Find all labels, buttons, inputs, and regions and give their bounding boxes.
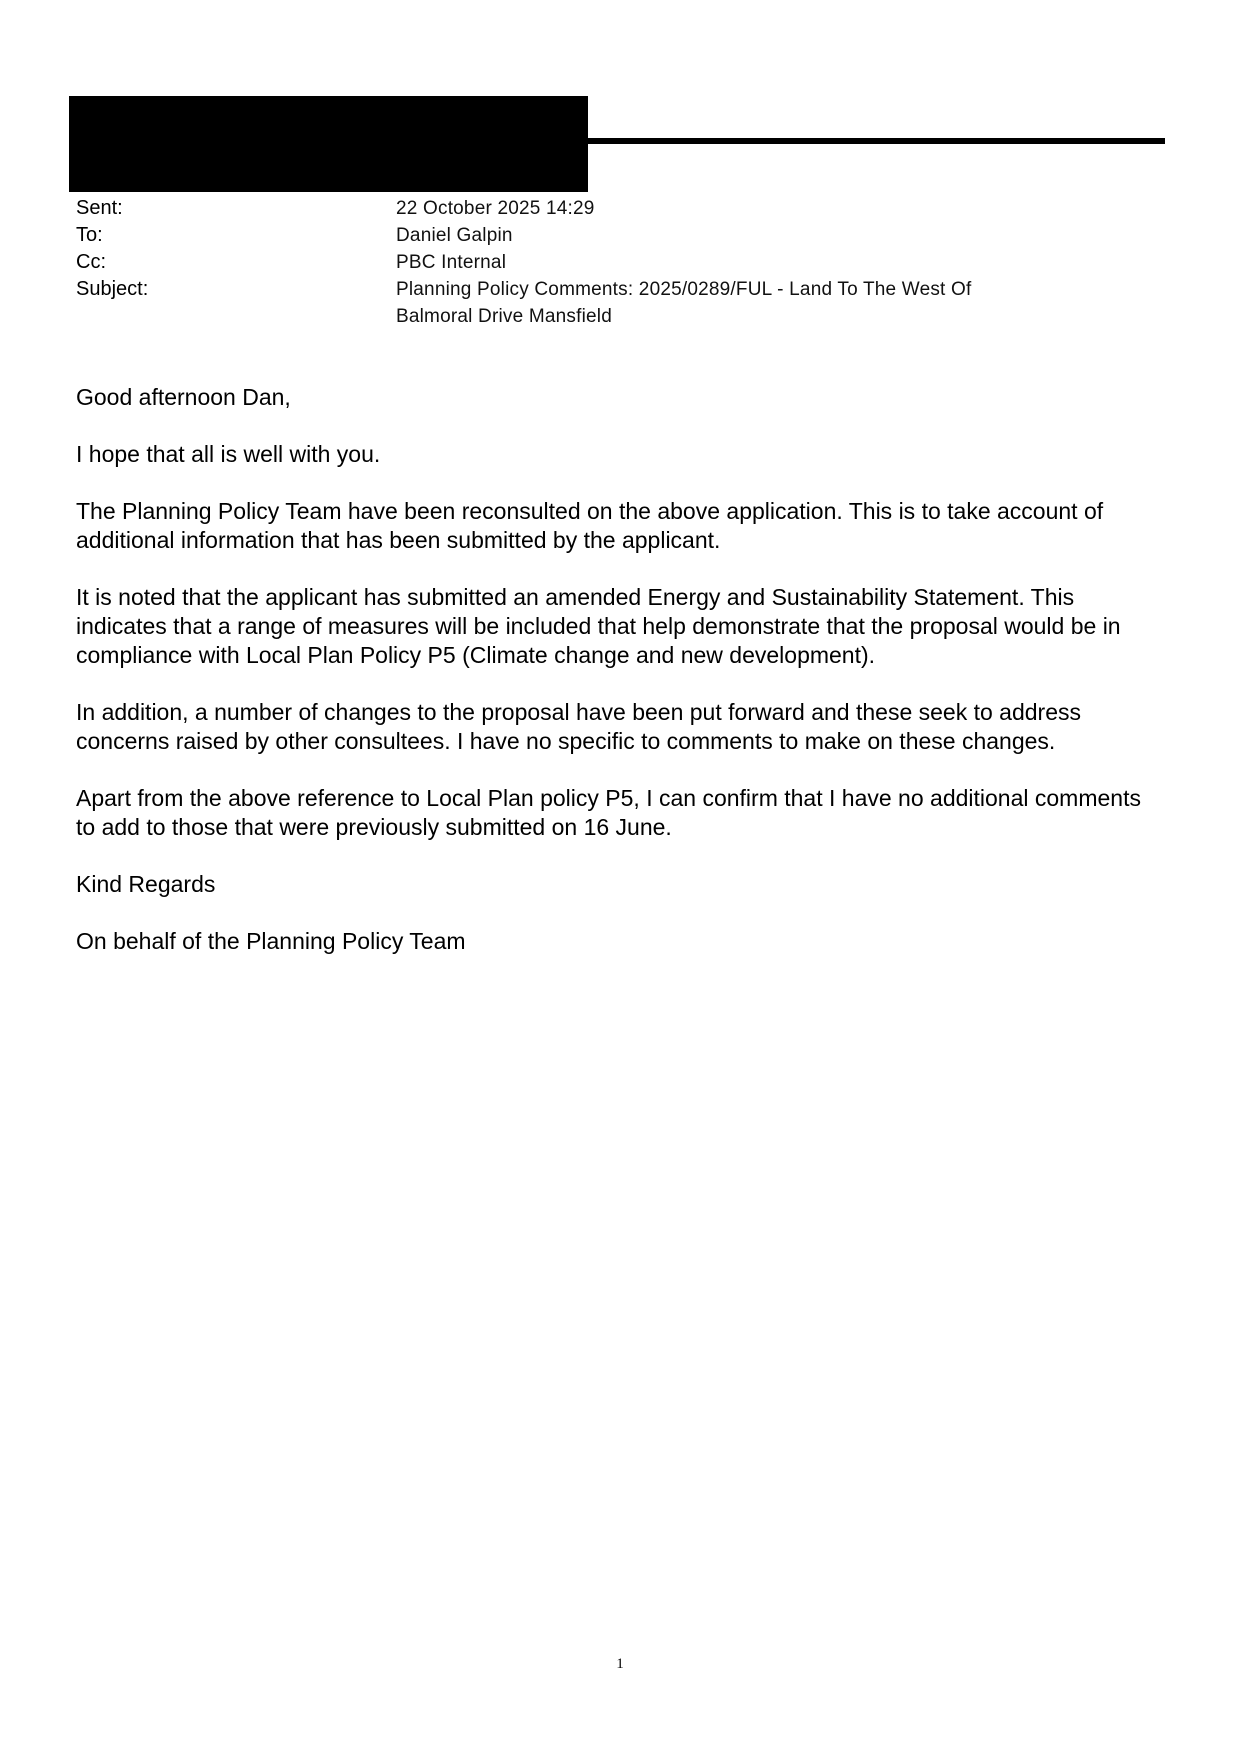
to-label: To: — [76, 224, 103, 246]
cc-value: PBC Internal — [396, 252, 507, 273]
cc-label: Cc: — [76, 251, 106, 273]
subject-label: Subject: — [76, 278, 149, 300]
body-paragraph: Apart from the above reference to Local Plan policy P5, I can confirm that I have no additional comments to add to those that were previously submitted on 16 June. — [76, 785, 1141, 840]
body-paragraph: In addition, a number of changes to the proposal have been put forward and these seek to address concerns raised by other consultees. I have no specific to comments to make on these changes. — [76, 699, 1082, 754]
redacted-sender-block — [69, 96, 588, 192]
to-value: Daniel Galpin — [396, 225, 513, 246]
cc-row — [76, 249, 1166, 276]
sent-label: Sent: — [76, 197, 123, 219]
sent-row — [76, 195, 1166, 222]
email-header — [76, 195, 1166, 330]
email-body — [76, 383, 1166, 984]
sign-off: Kind Regards — [76, 871, 216, 897]
subject-value: Planning Policy Comments: 2025/0289/FUL - Land To The West Of Balmoral Drive Mansfield — [396, 279, 972, 327]
body-paragraph: The Planning Policy Team have been reconsulted on the above application. This is to take account of additional information that has been submitted by the applicant. — [76, 498, 1104, 553]
page-number: 1 — [616, 1656, 624, 1672]
body-paragraph: It is noted that the applicant has submitted an amended Energy and Sustainability Statement. This indicates that a range of measures will be included that help demonstrate that the proposal would be in compliance with Local Plan Policy P5 (Climate change and new development). — [76, 584, 1121, 668]
header-divider — [588, 138, 1165, 144]
greeting: Good afternoon Dan, — [76, 384, 291, 410]
sent-value: 22 October 2025 14:29 — [396, 198, 595, 219]
subject-row — [76, 276, 1166, 330]
to-row — [76, 222, 1166, 249]
signature: On behalf of the Planning Policy Team — [76, 928, 466, 954]
body-paragraph: I hope that all is well with you. — [76, 441, 381, 467]
